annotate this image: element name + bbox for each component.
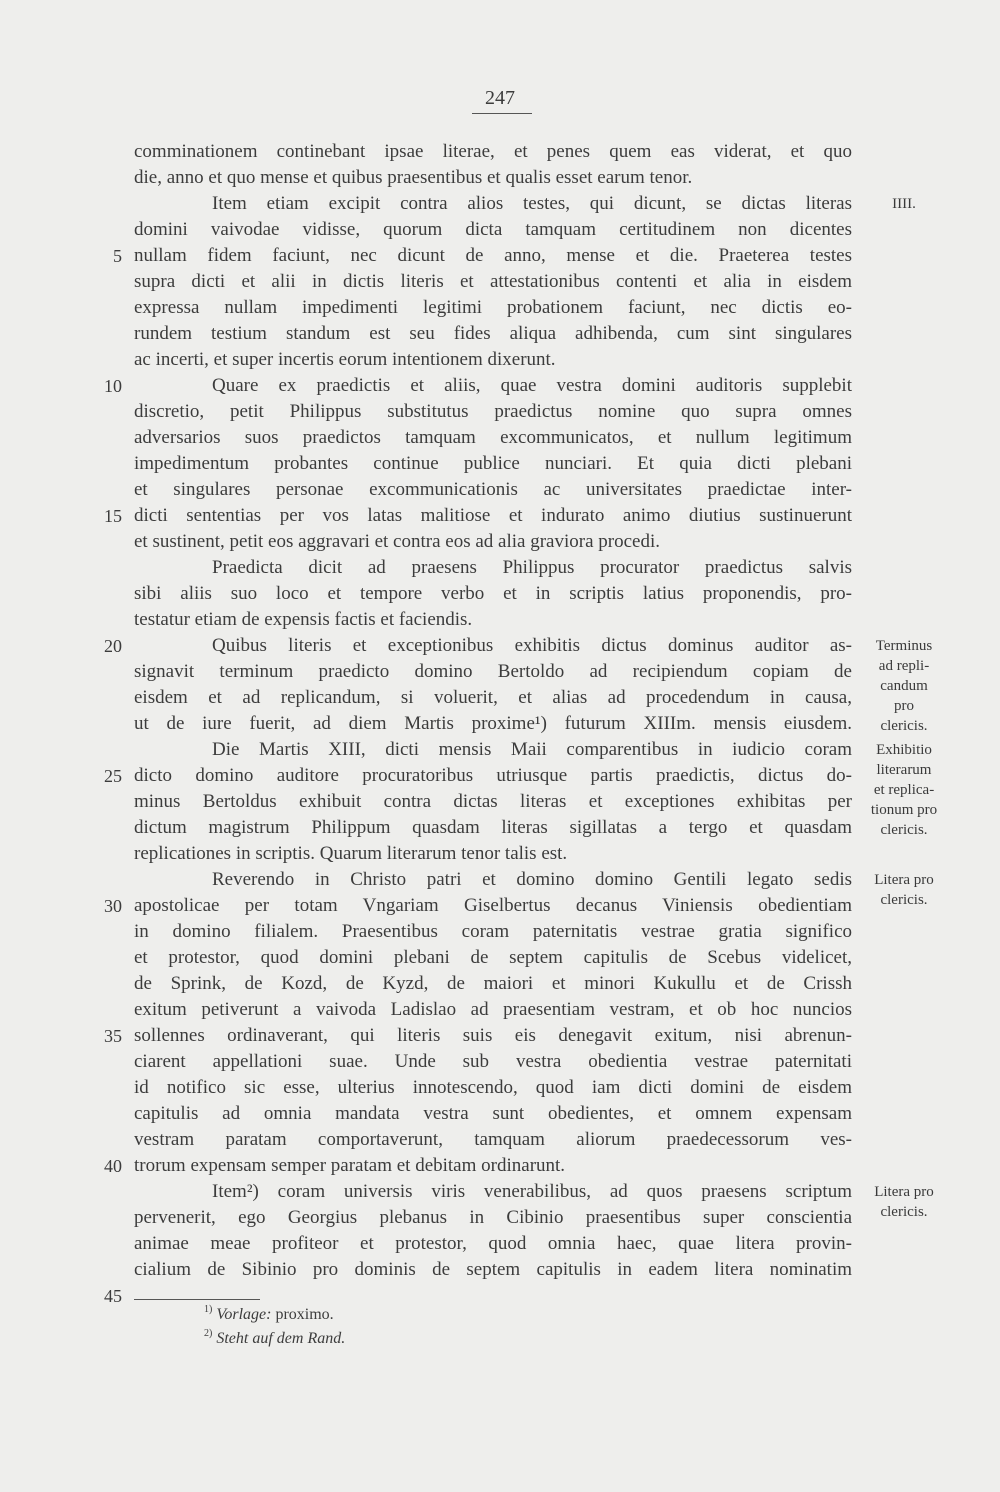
margin-note-line: clericis. [880,822,928,838]
margin-note-line: Litera pro [874,1184,934,1200]
text-line: comminationem continebant ipsae literae, et penes quem eas viderat, et quo [134,141,852,162]
page-number: 247 [485,87,515,109]
margin-note [858,740,950,840]
text-line: Item etiam excipit contra alios testes, qui dicunt, se dictas literas [212,193,852,214]
margin-note-line: pro [894,698,914,714]
text-line: Praedicta dicit ad praesens Philippus procurator praedictus salvis [212,557,852,578]
margin-note [858,194,950,214]
margin-note-line: Litera pro [874,872,934,888]
text-line: trorum expensam semper paratam et debitam ordinarunt. [134,1155,566,1176]
line-number: 35 [104,1026,122,1046]
margin-note [858,636,950,736]
footnote [204,1328,345,1350]
line-number: 30 [104,896,122,916]
margin-note-line: clericis. [880,892,928,908]
text-line: dictum magistrum Philippum quasdam literas sigillatas a tergo et quasdam [134,817,852,838]
footnote-mark: 1) [204,1304,213,1315]
line-number: 10 [104,376,122,396]
text-line: pervenerit, ego Georgius plebanus in Cibinio praesentibus super conscientia [134,1207,852,1228]
text-line: adversarios suos praedictos tamquam excommunicatos, et nullum legitimum [134,427,852,448]
text-line: signavit terminum praedicto domino Bertoldo ad recipiendum copiam de [134,661,852,682]
text-line: in domino filialem. Praesentibus coram paternitatis vestrae gratia significo [134,921,852,942]
footnote-label: Steht auf dem Rand. [216,1330,346,1347]
margin-note-line: clericis. [880,1204,928,1220]
text-line: Reverendo in Christo patri et domino domino Gentili legato sedis [212,869,852,890]
line-number: 40 [104,1156,122,1176]
line-number: 25 [104,766,122,786]
footnote-label: Vorlage: [216,1306,272,1323]
text-line: impedimentum probantes continue publice nunciari. Et quia dicti plebani [134,453,852,474]
text-line: supra dicti et alii in dictis literis et attestationibus contenti et alia in eisdem [134,271,852,292]
header-rule [472,113,532,114]
text-line: dicto domino auditore procuratoribus utriusque partis praedictis, dictus do- [134,765,852,786]
margin-note-line: IIII. [892,196,916,212]
text-line: rundem testium standum est seu fides aliqua adhibenda, cum sint singulares [134,323,852,344]
margin-note [858,1182,950,1222]
text-line: expressa nullam impedimenti legitimi probationem faciunt, nec dictis eo- [134,297,852,318]
margin-note [858,870,950,910]
text-line: cialium de Sibinio pro dominis de septem capitulis in eadem litera nominatim [134,1259,852,1280]
margin-note-line: Terminus [875,638,933,654]
text-line: die, anno et quo mense et quibus praesentibus et qualis esset earum tenor. [134,167,693,188]
text-line: animae meae profiteor et protestor, quod omnia haec, quae litera provin- [134,1233,852,1254]
text-line: discretio, petit Philippus substitutus praedictus nomine quo supra omnes [134,401,852,422]
margin-note-line: literarum [876,762,932,778]
text-line: minus Bertoldus exhibuit contra dictas literas et exceptiones exhibitas per [134,791,852,812]
margin-note-line: Exhibitio [876,742,932,758]
footnote-mark: 2) [204,1328,213,1339]
text-line: et sustinent, petit eos aggravari et contra eos ad alia graviora procedi. [134,531,660,552]
text-line: apostolicae per totam Vngariam Giselbertus decanus Viniensis obedientiam [134,895,852,916]
text-line: exitum petiverunt a vaivoda Ladislao ad praesentiam vestram, et ob hoc nuncios [134,999,852,1020]
text-line: domini vaivodae vidisse, quorum dicta tamquam certitudinem non dicentes [134,219,852,240]
text-line: sollennes ordinaverant, qui literis suis eis denegavit exitum, nisi abrenun- [134,1025,852,1046]
margin-note-line: clericis. [880,718,928,734]
margin-note-line: tionum pro [870,802,938,818]
text-line: Quibus literis et exceptionibus exhibitis dictus dominus auditor as- [212,635,852,656]
line-number: 20 [104,636,122,656]
text-line: ciarent appellationi suae. Unde sub vestra obedientia vestrae paternitati [134,1051,852,1072]
line-number: 15 [104,506,122,526]
margin-note-line: candum [880,678,928,694]
text-line: dicti sententias per vos latas malitiose et indurato animo diutius sustinuerunt [134,505,852,526]
text-line: de Sprink, de Kozd, de Kyzd, de maiori et minori Kukullu et de Crissh [134,973,852,994]
text-line: capitulis ad omnia mandata vestra sunt obedientes, et omnem expensam [134,1103,852,1124]
text-line: et singulares personae excommunicationis ac universitates praedictae inter- [134,479,852,500]
footnote [204,1304,334,1326]
text-line: replicationes in scriptis. Quarum literarum tenor talis est. [134,843,568,864]
margin-note-line: ad repli- [878,658,930,674]
text-line: vestram paratam comportaverunt, tamquam aliorum praedecessorum ves- [134,1129,852,1150]
text-line: testatur etiam de expensis factis et faciendis. [134,609,473,630]
line-number: 5 [113,246,122,266]
text-line: ut de iure fuerit, ad diem Martis proxime¹) futurum XIIIm. mensis eiusdem. [134,713,852,734]
line-number: 45 [104,1286,122,1306]
text-line: Die Martis XIII, dicti mensis Maii comparentibus in iudicio coram [212,739,852,760]
text-line: id notifico sic esse, ulterius innotescendo, quod iam dicti domini de eisdem [134,1077,852,1098]
text-line: sibi aliis suo loco et tempore verbo et in scriptis latius proponendis, pro- [134,583,852,604]
footnote-text: proximo. [271,1306,334,1323]
text-line: Quare ex praedictis et aliis, quae vestra domini auditoris supplebit [212,375,852,396]
text-line: ac incerti, et super incertis eorum intentionem dixerunt. [134,349,556,370]
text-line: Item²) coram universis viris venerabilibus, ad quos praesens scriptum [212,1181,852,1202]
text-line: et protestor, quod domini plebani de septem capitulis de Scebus videlicet, [134,947,852,968]
margin-note-line: et replica- [873,782,935,798]
text-line: eisdem et ad replicandum, si voluerit, et alias ad procedendum in causa, [134,687,852,708]
text-line: nullam fidem faciunt, nec dicunt de anno, mense et die. Praeterea testes [134,245,852,266]
footnote-rule [134,1299,260,1300]
